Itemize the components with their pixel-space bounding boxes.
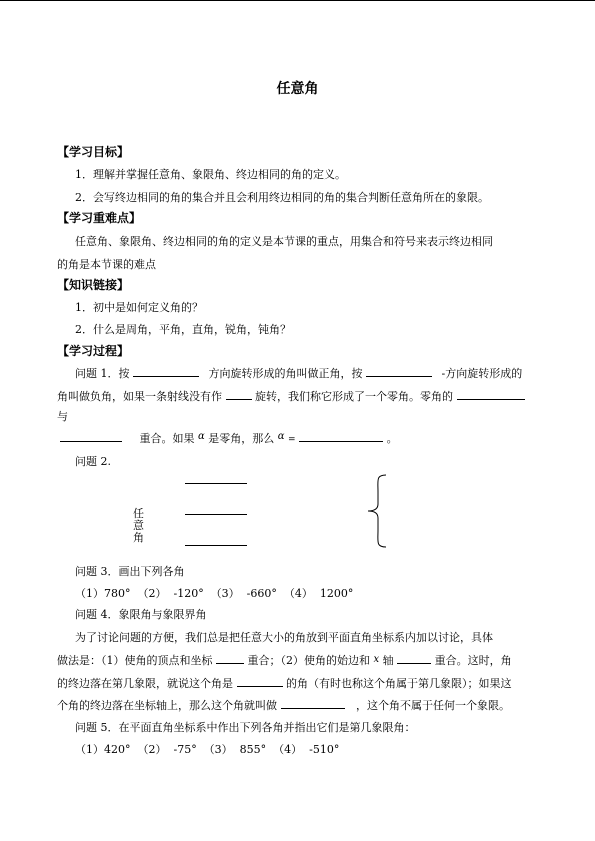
q1-text-line4b: 是零角，那么 [208,432,275,445]
q1-text-line4d: 。 [386,432,398,445]
q4-label: 问题 4．象限角与象限界角 [75,608,207,621]
q3-label: 问题 3．画出下列各角 [75,565,185,578]
section-heading-keypoints: 【学习重难点】 [57,211,142,225]
q4-blank-4 [281,698,345,709]
q4-text-p3a: 的终边落在第几象限，就说这个角是 [57,677,233,690]
q1-text-c: -方向旋转形成的 [441,367,523,380]
q2-label: 问题 2. [75,455,111,468]
q1-line-4 [60,430,398,446]
q1-text-line2b: 旋转，我们称它形成了一个零角。零角的 [255,390,453,403]
link-item-2: 2．什么是周角，平角，直角，锐角，钝角？ [75,323,291,336]
keypoints-line-1: 任意角、象限角、终边相同的角的定义是本节课的重点，用集合和符号来表示终边相同 [75,235,493,248]
q2-answer-line-2 [185,514,247,515]
vertical-label-char-1: 任 [133,507,144,520]
q1-text-a: 问题 1．按 [75,367,130,380]
goal-item-1: 1．理解并掌握任意角、象限角、终边相同的角的定义。 [75,168,346,181]
section-heading-goals: 【学习目标】 [57,145,130,159]
q2-answer-line-1 [185,483,247,484]
q1-blank-6 [299,431,383,442]
q1-text-line4a: 重合。如果 [139,432,195,445]
q4-text-p2d: 重合。这时，角 [434,654,512,667]
q4-blank-3 [237,676,283,687]
q1-text-line2a: 角叫做负角，如果一条射线没有作 [57,390,222,403]
vertical-label-char-3: 角 [133,531,144,544]
q4-paragraph-2 [57,652,512,668]
section-heading-links: 【知识链接】 [57,278,130,292]
goal-item-2: 2．会写终边相同的角的集合并且会利用终边相同的角的集合判断任意角所在的象限。 [75,191,489,204]
q1-blank-1 [133,366,199,377]
q4-text-p4a: 个角的终边落在坐标轴上，那么这个角就叫做 [57,699,277,712]
q3-items: （1）780° （2） -120° （3） -660° （4） 1200° [75,587,354,600]
q1-blank-3 [226,389,252,400]
q4-paragraph-4 [57,697,510,713]
q4-text-p3b: 的角（有时也称这个角属于第几象限）；如果这 [286,677,512,690]
x-axis-symbol: x [373,654,380,665]
q4-paragraph-3 [57,675,512,691]
vertical-label-char-2: 意 [133,519,144,532]
q4-blank-1 [216,653,244,664]
section-heading-process: 【学习过程】 [57,344,130,358]
q1-line-1 [75,365,522,381]
q4-text-p2b: 重合；（2）使角的始边和 [247,654,370,667]
q5-label: 问题 5．在平面直角坐标系中作出下列各角并指出它们是第几象限角： [75,721,416,734]
page-title: 任意角 [276,81,319,97]
q4-text-p4b: ，这个角不属于任何一个象限。 [356,699,510,712]
alpha-symbol-2: α [277,431,285,442]
alpha-symbol: α [198,431,205,442]
q4-text-p2a: 做法是：（1）使角的顶点和坐标 [57,654,213,667]
right-brace-icon [364,474,390,548]
link-item-1: 1．初中是如何定义角的？ [75,301,203,314]
equals-sign: = [288,435,296,445]
header-rule [0,0,595,1]
q4-blank-2 [397,653,431,664]
q1-text-b: 方向旋转形成的角叫做正角，按 [208,367,363,380]
q4-paragraph-1: 为了讨论问题的方便，我们总是把任意大小的角放到平面直角坐标系内加以讨论，具体 [75,631,493,644]
q4-text-p2c: 轴 [382,654,394,667]
q1-line-3: 与 [57,410,68,423]
q1-blank-4 [457,389,525,400]
keypoints-line-2: 的角是本节课的难点 [57,258,156,271]
q2-answer-line-3 [185,545,247,546]
q1-line-2 [57,388,525,404]
q1-blank-2 [366,366,432,377]
q5-items: （1）420° （2） -75° （3） 855° （4） -510° [75,743,340,756]
q1-blank-5 [60,431,122,442]
